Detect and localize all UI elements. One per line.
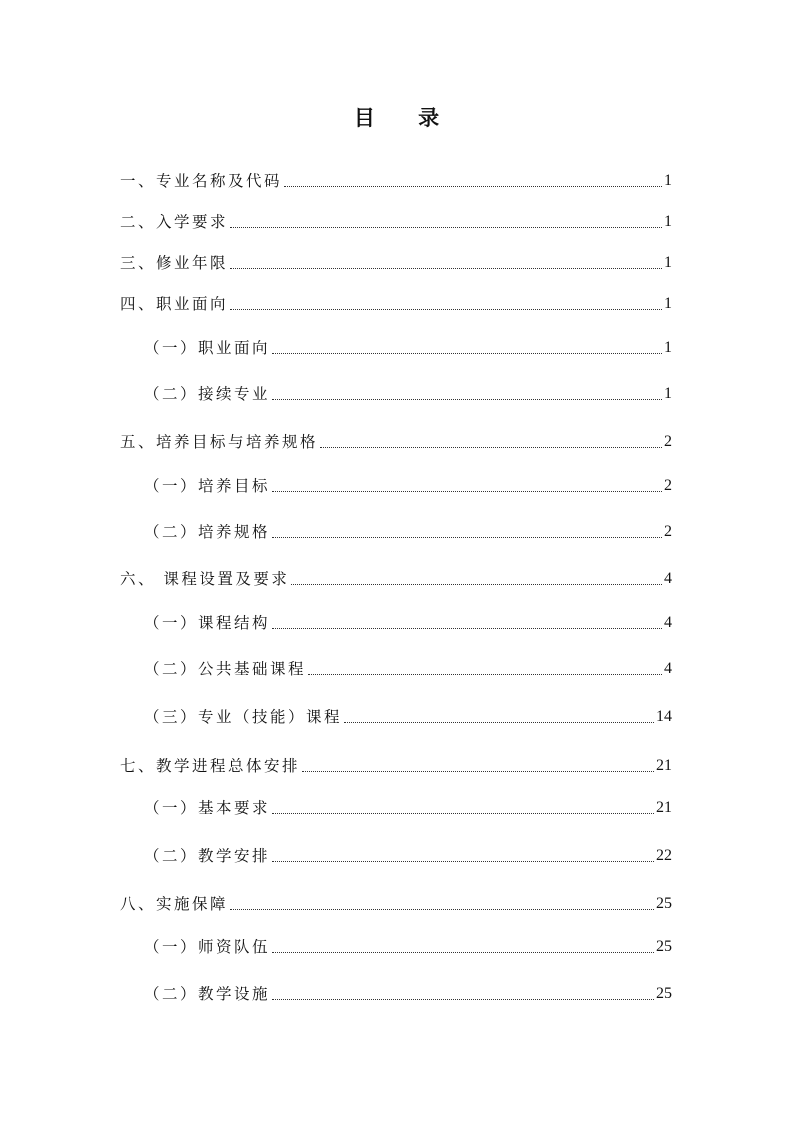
toc-entry-label: （一）基本要求 [144,799,271,817]
toc-entry-page: 1 [664,295,672,312]
toc-entry[interactable] [120,211,672,233]
toc-entry-label: 六、 课程设置及要求 [120,570,290,588]
toc-entry-label: 一、专业名称及代码 [120,172,283,190]
toc-entry-label: （二）教学安排 [144,847,271,865]
toc-entry[interactable] [144,845,672,867]
toc-entry-page: 25 [656,895,672,912]
dot-leader [272,537,662,538]
toc-entry-page: 2 [664,433,672,450]
toc-entry-label: （一）培养目标 [144,477,271,495]
toc-entry-page: 1 [664,385,672,402]
toc-entry-label: 七、教学进程总体安排 [120,757,301,775]
dot-leader [320,447,662,448]
dot-leader [230,309,662,310]
toc-entry[interactable] [120,252,672,274]
toc-entry[interactable] [144,936,672,958]
toc-entry-label: （二）接续专业 [144,385,271,403]
dot-leader [272,999,654,1000]
toc-entry[interactable] [120,293,672,315]
toc-entry-label: （二）培养规格 [144,523,271,541]
toc-entry-page: 22 [656,847,672,864]
toc-entry-label: （一）师资队伍 [144,938,271,956]
toc-entry[interactable] [144,383,672,405]
dot-leader [230,227,662,228]
dot-leader [272,952,654,953]
toc-entry-label: 四、职业面向 [120,295,229,313]
toc-entry-label: 三、修业年限 [120,254,229,272]
toc-entry-label: （三）专业（技能）课程 [144,708,343,726]
dot-leader [308,674,662,675]
toc-entry-label: （二）公共基础课程 [144,660,307,678]
toc-entry-page: 4 [664,660,672,677]
dot-leader [272,813,654,814]
toc-entry-page: 21 [656,757,672,774]
toc-entry-label: （二）教学设施 [144,985,271,1003]
toc-entry-label: 五、培养目标与培养规格 [120,433,319,451]
toc-entry-label: 八、实施保障 [120,895,229,913]
toc-entry[interactable] [144,475,672,497]
toc-entry[interactable] [120,893,672,915]
toc-entry-page: 4 [664,614,672,631]
dot-leader [284,186,662,187]
dot-leader [272,861,654,862]
dot-leader [272,399,662,400]
toc-entry-page: 1 [664,254,672,271]
toc-entry-page: 14 [656,708,672,725]
toc-entry[interactable] [144,521,672,543]
toc-entry-page: 25 [656,938,672,955]
toc-entry-label: （一）职业面向 [144,339,271,357]
toc-entry[interactable] [144,706,672,728]
dot-leader [302,771,654,772]
dot-leader [344,722,654,723]
toc-entry-page: 2 [664,477,672,494]
toc-entry[interactable] [144,797,672,819]
dot-leader [272,628,662,629]
toc-entry-page: 21 [656,799,672,816]
toc-entry[interactable] [120,755,672,777]
toc-entry[interactable] [144,612,672,634]
toc-entry[interactable] [144,337,672,359]
toc-title: 目 录 [353,106,458,130]
dot-leader [230,268,662,269]
toc-entry-page: 4 [664,570,672,587]
toc-entry-label: （一）课程结构 [144,614,271,632]
toc-entry[interactable] [120,170,672,192]
toc-entry-label: 二、入学要求 [120,213,229,231]
dot-leader [272,353,662,354]
toc-entry-page: 2 [664,523,672,540]
toc-entry[interactable] [144,983,672,1005]
toc-entry[interactable] [120,568,672,590]
toc-entry-page: 1 [664,213,672,230]
dot-leader [230,909,654,910]
toc-entry-page: 1 [664,172,672,189]
toc-entry[interactable] [144,658,672,680]
toc-entry-page: 25 [656,985,672,1002]
toc-entry[interactable] [120,431,672,453]
toc-entry-page: 1 [664,339,672,356]
dot-leader [272,491,662,492]
dot-leader [291,584,662,585]
